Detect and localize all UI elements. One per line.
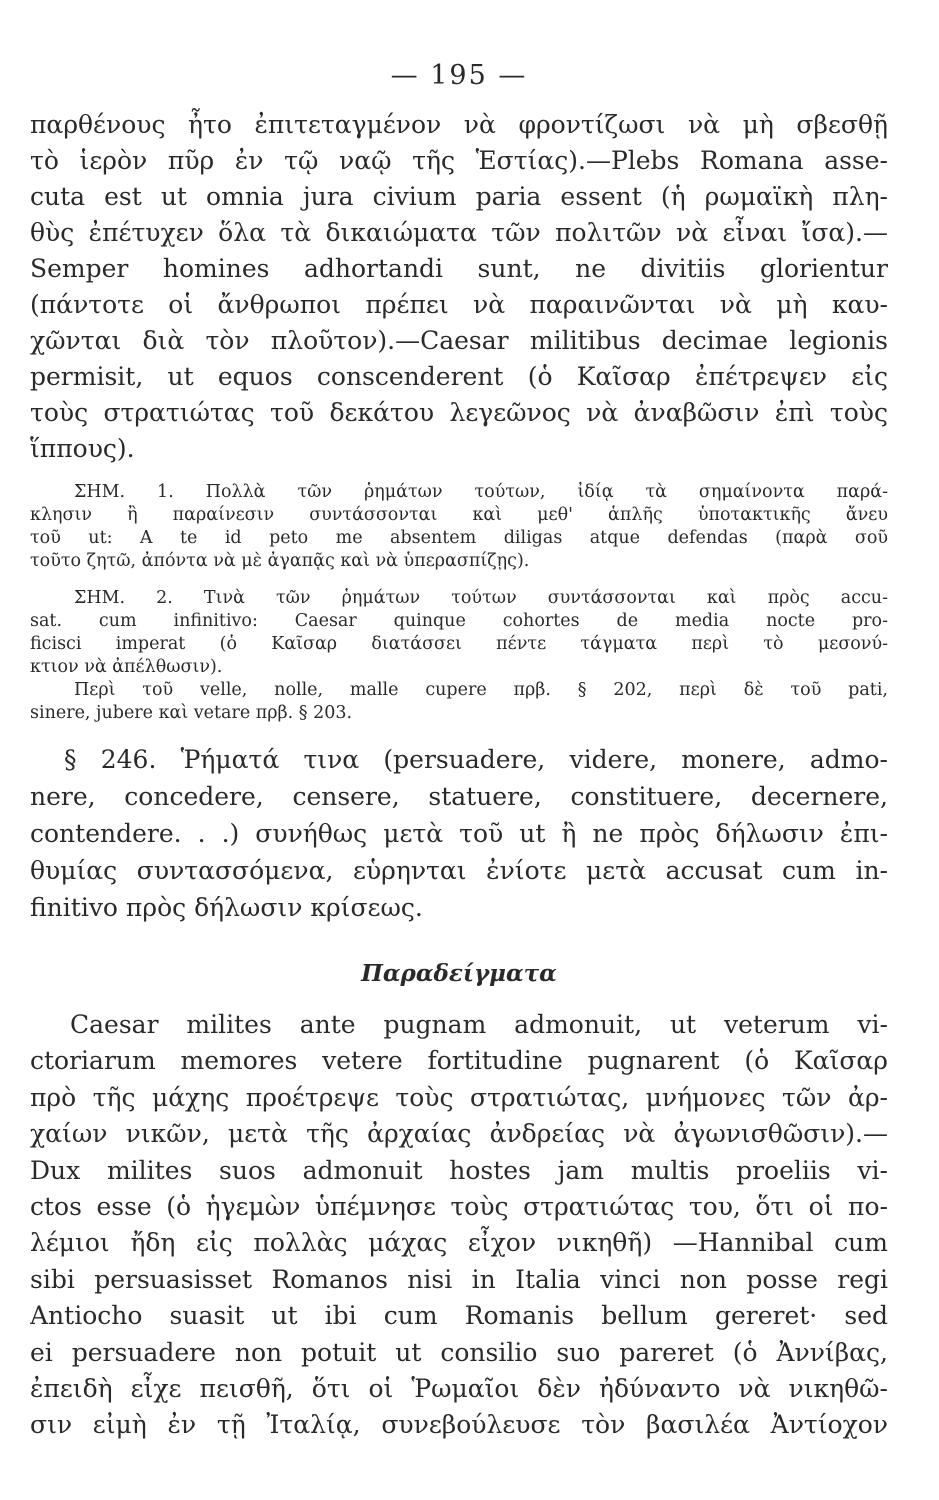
text-line: χῶνται διὰ τὸν πλοῦτον).—Caesar militibus decimae legionis [30, 326, 888, 355]
example-line: σιν εἰμὴ ἐν τῇ Ἰταλίᾳ, συνεβούλευσε τὸν βασιλέα Ἀντίοχον [30, 1410, 888, 1440]
text-line: τοὺς στρατιώτας τοῦ δεκάτου λεγεῶνος νὰ ἀναβῶσιν ἐπὶ τοὺς [30, 398, 888, 427]
section-line: θυμίας συντασσόμενα, εὑρηνται ἐνίοτε μετὰ accusat cum in- [30, 856, 888, 885]
example-line: πρὸ τῆς μάχης προέτρεψε τοὺς στρατιώτας, μνήμονες τῶν ἀρ- [30, 1082, 888, 1112]
note-line: sat. cum infinitivo: Caesar quinque cohortes de media nocte pro- [30, 611, 888, 631]
note-line: κλησιν ἢ παραίνεσιν συντάσσονται καὶ μεθ' ἁπλῆς ὑποτακτικῆς ἄνευ [30, 505, 888, 525]
example-line: Antiocho suasit ut ibi cum Romanis bellum gereret· sed [30, 1301, 888, 1331]
page-number: — 195 — [390, 60, 528, 91]
note-line: Περὶ τοῦ velle, nolle, malle cupere πρβ. § 202, περὶ δὲ τοῦ pati, [74, 680, 888, 700]
note-line: ΣΗΜ. 2. Τινὰ τῶν ῥημάτων τούτων συντάσσονται καὶ πρὸς accu- [74, 588, 888, 608]
example-line: sibi persuasisset Romanos nisi in Italia vinci non posse regi [30, 1264, 888, 1294]
example-line: ctos esse (ὁ ἡγεμὼν ὑπέμνησε τοὺς στρατιώτας του, ὅτι οἱ πο- [30, 1192, 888, 1222]
example-line: ei persuadere non potuit ut consilio suo pareret (ὁ Ἀννίβας, [30, 1337, 888, 1367]
note-line: κτιον νὰ ἀπέλθωσιν). [30, 657, 223, 677]
section-246 [30, 741, 888, 926]
text-line: θὺς ἐπέτυχεν ὅλα τὰ δικαιώματα τῶν πολιτῶν νὰ εἶναι ἴσα).— [30, 218, 888, 247]
note-1 [30, 481, 888, 573]
text-line: (πάντοτε οἱ ἄνθρωποι πρέπει νὰ παραινῶνται νὰ μὴ καυ- [30, 290, 888, 319]
section-line: contendere. . .) συνήθως μετὰ τοῦ ut ἢ ne πρὸς δήλωσιν ἐπι- [30, 819, 888, 848]
book-page [30, 60, 888, 1444]
example-line: ctoriarum memores vetere fortitudine pugnarent (ὁ Καῖσαρ [30, 1046, 888, 1076]
text-line: τὸ ἱερὸν πῦρ ἐν τῷ ναῷ τῆς Ἑστίας).—Plebs Romana asse- [30, 146, 888, 175]
text-line: παρθένους ἦτο ἐπιτεταγμένον νὰ φροντίζωσι νὰ μὴ σβεσθῇ [30, 110, 888, 139]
section-line: finitivo πρὸς δήλωσιν κρίσεως. [30, 893, 423, 922]
text-line: Semper homines adhortandi sunt, ne divitiis glorientur [30, 254, 888, 283]
note-2 [30, 587, 888, 725]
main-paragraph [30, 107, 888, 467]
note-line: sinere, jubere καὶ vetare πρβ. § 203. [30, 703, 353, 723]
example-line: Caesar milites ante pugnam admonuit, ut veterum vi- [70, 1010, 888, 1039]
examples-heading: Παραδείγματα [361, 960, 557, 987]
text-line: ἵππους). [30, 434, 135, 463]
example-line: λέμιοι ἤδη εἰς πολλὰς μάχας εἶχον νικηθῆ) —Hannibal cum [30, 1228, 888, 1258]
note-line: ΣΗΜ. 1. Πολλὰ τῶν ῥημάτων τούτων, ἰδίᾳ τὰ σημαίνοντα παρά- [74, 482, 888, 502]
examples-paragraph [30, 1007, 888, 1444]
text-line: cuta est ut omnia jura civium paria essent (ἡ ρωμαϊκὴ πλη- [30, 182, 888, 211]
note-line: ficisci imperat (ὁ Καῖσαρ διατάσσει πέντε τάγματα περὶ τὸ μεσονύ- [30, 634, 888, 654]
example-line: ἐπειδὴ εἶχε πεισθῆ, ὅτι οἱ Ῥωμαῖοι δὲν ἠδύναντο νὰ νικηθῶ- [30, 1374, 888, 1404]
example-line: Dux milites suos admonuit hostes jam multis proeliis vi- [30, 1155, 888, 1185]
note-line: τοῦ ut: A te id peto me absentem diligas atque defendas (παρὰ σοῦ [30, 528, 888, 548]
section-line: § 246. Ῥήματά τινα (persuadere, videre, monere, admo- [64, 745, 888, 774]
section-line: nere, concedere, censere, statuere, constituere, decernere, [30, 782, 888, 811]
note-line: τοῦτο ζητῶ, ἀπόντα νὰ μὲ ἀγαπᾷς καὶ νὰ ὑπερασπίζῃς). [30, 551, 530, 571]
example-line: χαίων νικῶν, μετὰ τῆς ἀρχαίας ἀνδρείας νὰ ἀγωνισθῶσιν).— [30, 1119, 888, 1149]
text-line: permisit, ut equos conscenderent (ὁ Καῖσαρ ἐπέτρεψεν εἰς [30, 362, 888, 391]
